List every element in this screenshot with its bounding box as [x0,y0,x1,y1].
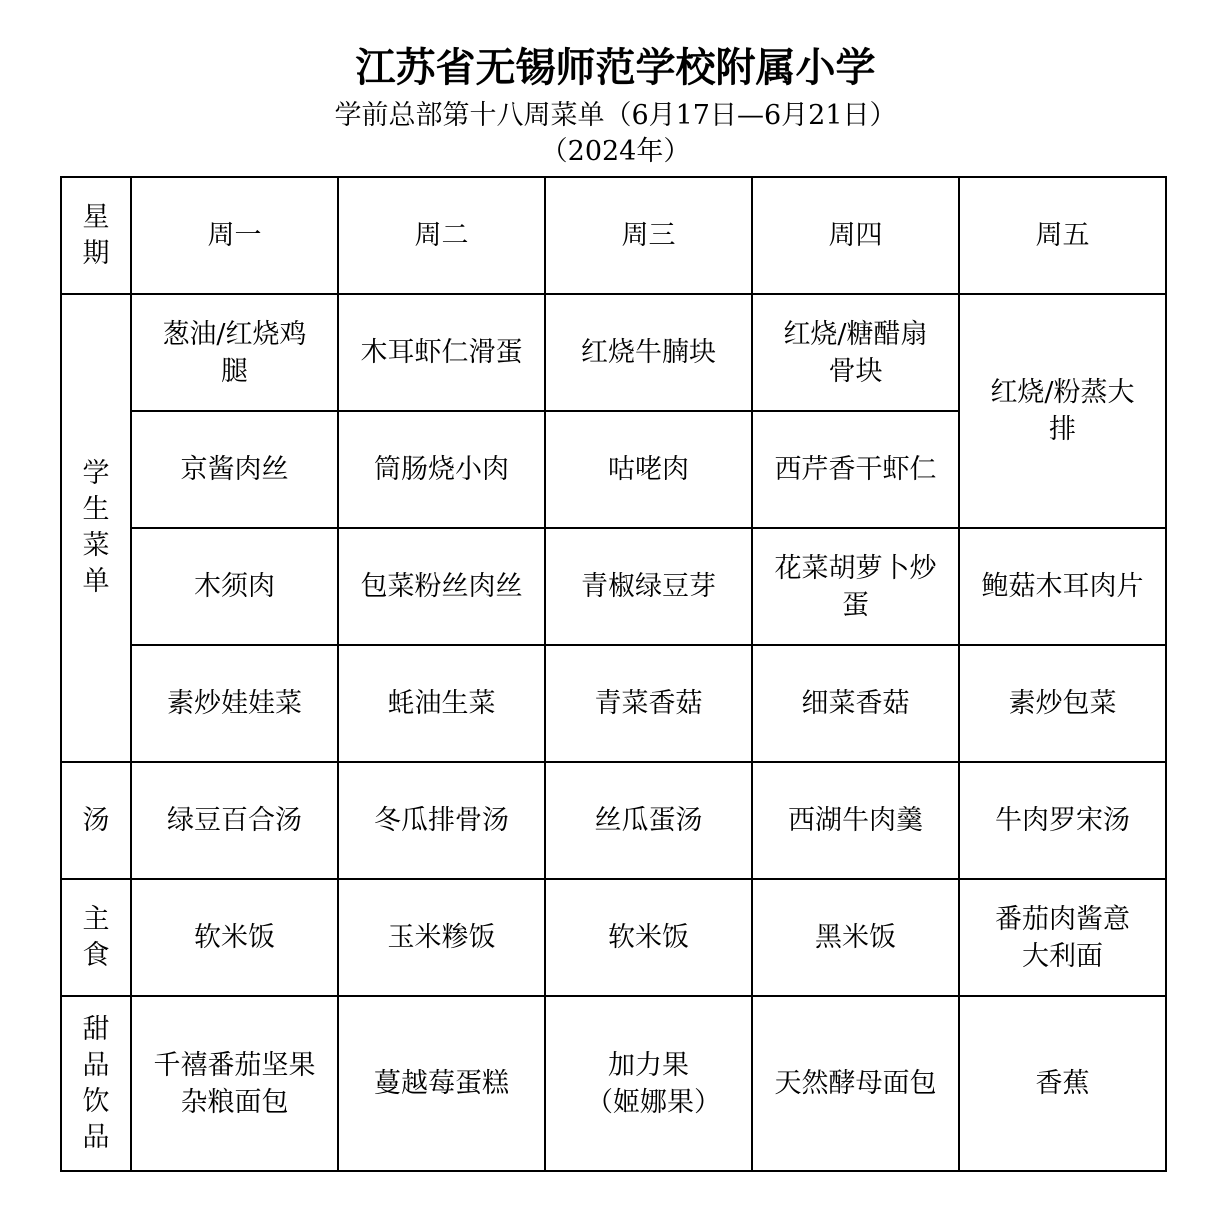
staple-row [61,879,1166,996]
dessert-item: 天然酵母面包 [752,996,959,1171]
menu-item: 青椒绿豆芽 [545,528,752,645]
soup-label: 汤 [61,762,131,879]
soup-item: 西湖牛肉羹 [752,762,959,879]
menu-item: 红烧/糖醋扇骨块 [752,294,959,411]
dessert-item: 香蕉 [959,996,1166,1171]
menu-item: 花菜胡萝卜炒蛋 [752,528,959,645]
menu-item: 葱油/红烧鸡腿 [131,294,338,411]
menu-item: 细菜香菇 [752,645,959,762]
menu-item: 京酱肉丝 [131,411,338,528]
menu-item: 素炒娃娃菜 [131,645,338,762]
menu-subtitle: 学前总部第十八周菜单（6月17日—6月21日） [334,100,897,131]
soup-item: 牛肉罗宋汤 [959,762,1166,879]
menu-item: 鲍菇木耳肉片 [959,528,1166,645]
student-menu-label: 学生菜单 [61,294,131,762]
dessert-item: 加力果（姬娜果） [545,996,752,1171]
day-wednesday: 周三 [545,177,752,294]
day-friday: 周五 [959,177,1166,294]
day-thursday: 周四 [752,177,959,294]
menu-item: 木耳虾仁滑蛋 [338,294,545,411]
dessert-item: 千禧番茄坚果杂粮面包 [131,996,338,1171]
soup-item: 绿豆百合汤 [131,762,338,879]
day-tuesday: 周二 [338,177,545,294]
menu-item: 咕咾肉 [545,411,752,528]
menu-item: 红烧牛腩块 [545,294,752,411]
student-menu-row [61,528,1166,645]
staple-item: 番茄肉酱意大利面 [959,879,1166,996]
menu-year: （2024年） [540,136,691,167]
menu-item: 红烧/粉蒸大排 [959,294,1166,528]
menu-item: 蚝油生菜 [338,645,545,762]
staple-item: 黑米饭 [752,879,959,996]
student-menu-row [61,645,1166,762]
dessert-item: 蔓越莓蛋糕 [338,996,545,1171]
menu-item: 西芹香干虾仁 [752,411,959,528]
soup-row [61,762,1166,879]
menu-item: 包菜粉丝肉丝 [338,528,545,645]
soup-item: 丝瓜蛋汤 [545,762,752,879]
staple-item: 软米饭 [131,879,338,996]
soup-item: 冬瓜排骨汤 [338,762,545,879]
menu-item: 素炒包菜 [959,645,1166,762]
page-title: 江苏省无锡师范学校附属小学 [355,45,876,91]
weekday-label: 星期 [61,177,131,294]
menu-item: 木须肉 [131,528,338,645]
staple-item: 玉米糁饭 [338,879,545,996]
day-monday: 周一 [131,177,338,294]
weekday-header-row [61,177,1166,294]
weekly-menu-table [60,176,1167,1172]
student-menu-row [61,294,1166,411]
dessert-label: 甜品饮品 [61,996,131,1171]
staple-item: 软米饭 [545,879,752,996]
menu-item: 筒肠烧小肉 [338,411,545,528]
menu-item: 青菜香菇 [545,645,752,762]
staple-label: 主食 [61,879,131,996]
dessert-row [61,996,1166,1171]
